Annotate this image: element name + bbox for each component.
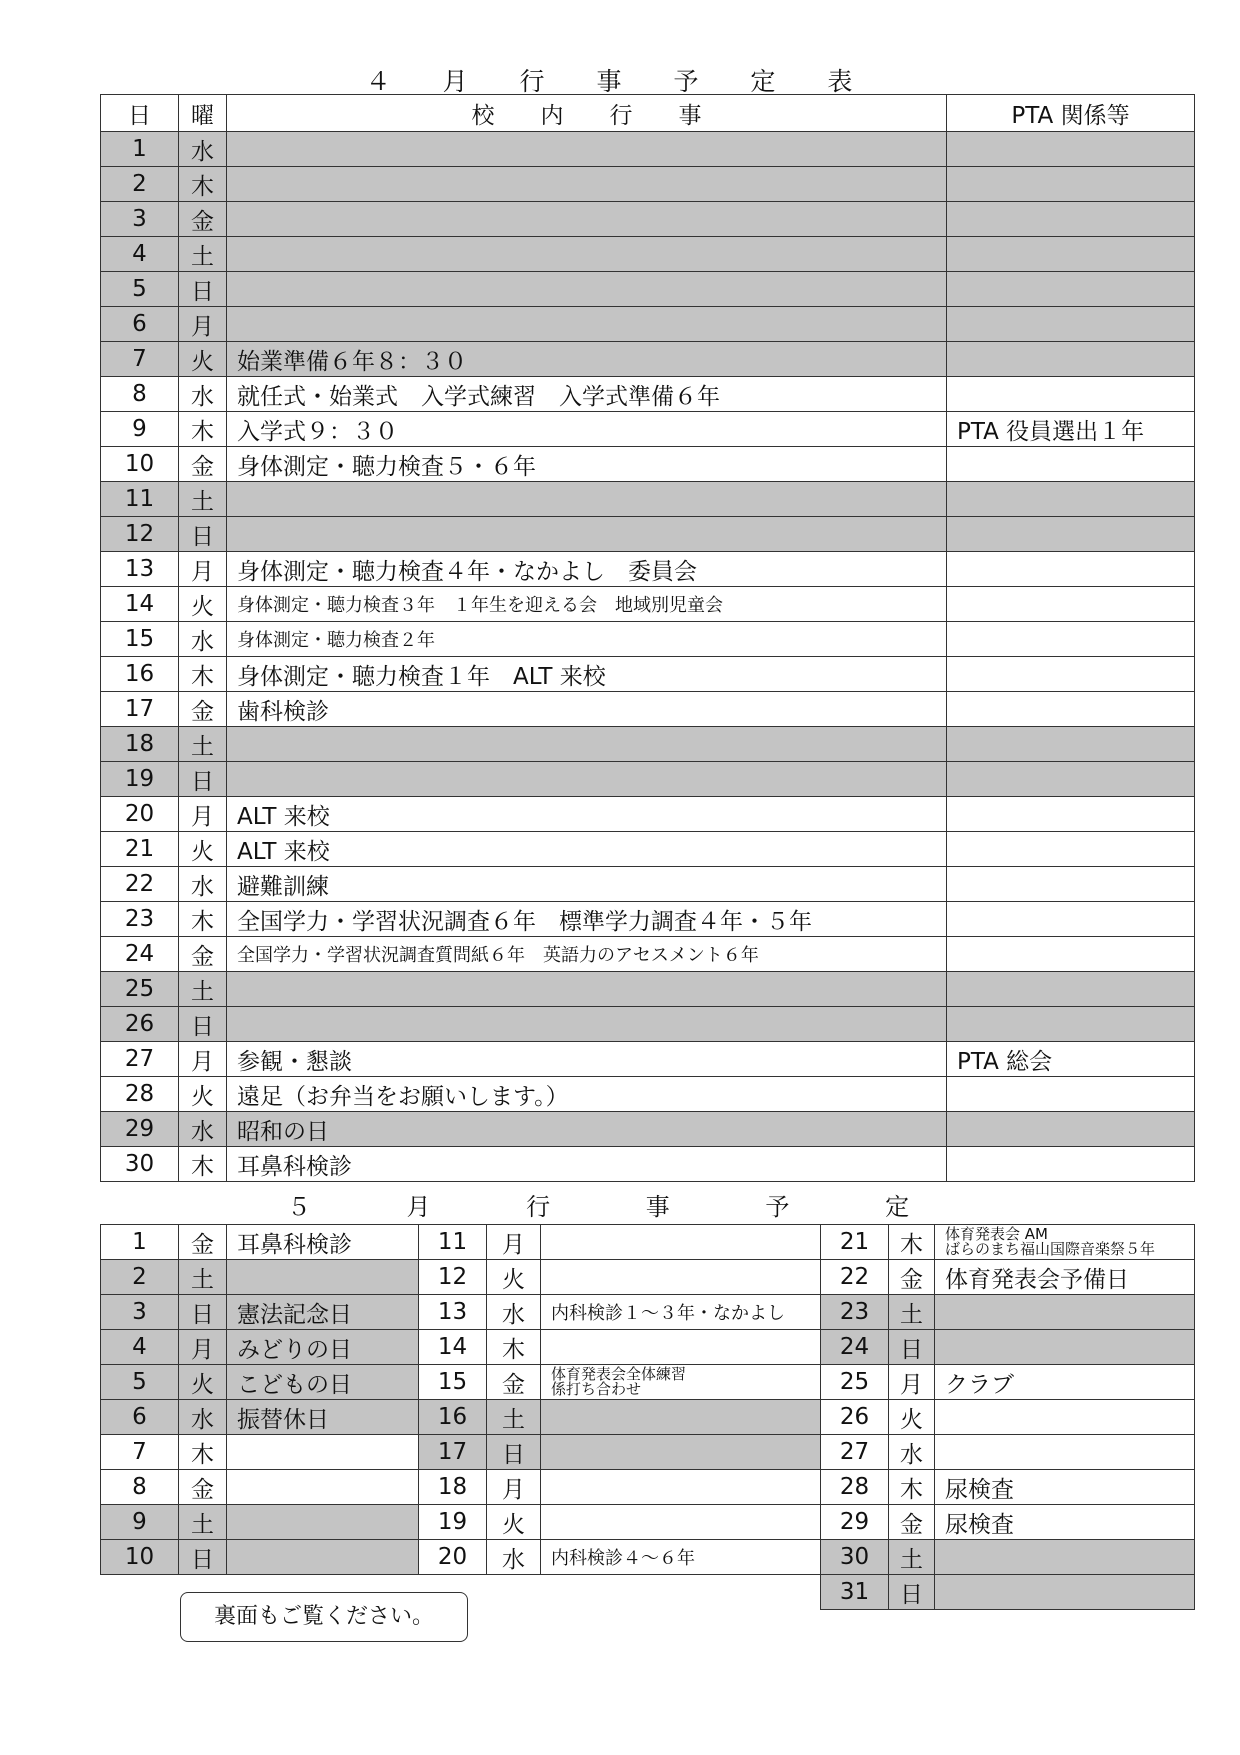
event-cell: 全国学力・学習状況調査質問紙６年 英語力のアセスメント６年 <box>227 937 947 972</box>
weekday-cell: 月 <box>179 1042 227 1077</box>
may-event-cell <box>935 1295 1195 1330</box>
may-weekday-cell: 月 <box>179 1330 227 1365</box>
pta-cell <box>947 342 1195 377</box>
weekday-cell: 木 <box>179 412 227 447</box>
may-day-cell: 22 <box>821 1260 889 1295</box>
pta-cell <box>947 1112 1195 1147</box>
weekday-cell: 金 <box>179 692 227 727</box>
day-cell: 21 <box>101 832 179 867</box>
weekday-cell: 金 <box>179 447 227 482</box>
header-day: 日 <box>101 95 179 132</box>
may-event-cell: 体育発表会予備日 <box>935 1260 1195 1295</box>
weekday-cell: 日 <box>179 1007 227 1042</box>
may-day-cell: 16 <box>419 1400 487 1435</box>
pta-cell <box>947 1007 1195 1042</box>
may-weekday-cell: 木 <box>487 1330 541 1365</box>
may-weekday-cell: 土 <box>487 1400 541 1435</box>
may-day-cell: 24 <box>821 1330 889 1365</box>
april-schedule-table <box>100 94 1195 1182</box>
may-event-cell: 尿検査 <box>935 1470 1195 1505</box>
pta-cell: PTA 総会 <box>947 1042 1195 1077</box>
may-weekday-cell: 火 <box>889 1400 935 1435</box>
weekday-cell: 水 <box>179 622 227 657</box>
day-cell: 4 <box>101 237 179 272</box>
table-row <box>101 832 1195 867</box>
may-event-cell: 尿検査 <box>935 1505 1195 1540</box>
may-event-cell <box>227 1505 419 1540</box>
may-event-cell: クラブ <box>935 1365 1195 1400</box>
day-cell: 19 <box>101 762 179 797</box>
event-cell <box>227 272 947 307</box>
weekday-cell: 水 <box>179 867 227 902</box>
day-cell: 30 <box>101 1147 179 1182</box>
day-cell: 18 <box>101 727 179 762</box>
table-row <box>101 1147 1195 1182</box>
pta-cell: PTA 役員選出１年 <box>947 412 1195 447</box>
may-event-cell: 内科検診１～３年・なかよし <box>541 1295 821 1330</box>
may-weekday-cell: 木 <box>179 1435 227 1470</box>
day-cell: 7 <box>101 342 179 377</box>
table-row <box>101 1505 1195 1540</box>
weekday-cell: 月 <box>179 797 227 832</box>
day-cell: 24 <box>101 937 179 972</box>
day-cell: 26 <box>101 1007 179 1042</box>
pta-cell <box>947 902 1195 937</box>
day-cell: 8 <box>101 377 179 412</box>
may-day-cell: 11 <box>419 1225 487 1260</box>
table-row <box>101 1260 1195 1295</box>
event-cell: 遠足（お弁当をお願いします。） <box>227 1077 947 1112</box>
event-cell <box>227 132 947 167</box>
may-day-cell: 8 <box>101 1470 179 1505</box>
may-weekday-cell: 月 <box>487 1225 541 1260</box>
may-weekday-cell: 日 <box>889 1330 935 1365</box>
event-cell: 身体測定・聴力検査２年 <box>227 622 947 657</box>
pta-cell <box>947 972 1195 1007</box>
day-cell: 13 <box>101 552 179 587</box>
may-event-cell <box>935 1400 1195 1435</box>
empty-cell <box>419 1575 821 1610</box>
pta-cell <box>947 272 1195 307</box>
may-day-cell: 3 <box>101 1295 179 1330</box>
may-day-cell: 13 <box>419 1295 487 1330</box>
may-event-cell <box>227 1470 419 1505</box>
table-row <box>101 377 1195 412</box>
may-event-cell: みどりの日 <box>227 1330 419 1365</box>
pta-cell <box>947 727 1195 762</box>
weekday-cell: 月 <box>179 307 227 342</box>
event-cell <box>227 237 947 272</box>
may-weekday-cell: 日 <box>487 1435 541 1470</box>
header-events: 校 内 行 事 <box>227 95 947 132</box>
table-row <box>101 1295 1195 1330</box>
weekday-cell: 日 <box>179 272 227 307</box>
weekday-cell: 木 <box>179 657 227 692</box>
may-event-cell <box>541 1330 821 1365</box>
weekday-cell: 火 <box>179 587 227 622</box>
may-day-cell: 5 <box>101 1365 179 1400</box>
table-row <box>101 342 1195 377</box>
table-row <box>101 937 1195 972</box>
may-event-cell <box>541 1225 821 1260</box>
may-day-cell: 26 <box>821 1400 889 1435</box>
table-row <box>101 797 1195 832</box>
weekday-cell: 土 <box>179 972 227 1007</box>
pta-cell <box>947 692 1195 727</box>
table-row <box>101 1007 1195 1042</box>
day-cell: 23 <box>101 902 179 937</box>
may-day-cell: 27 <box>821 1435 889 1470</box>
table-row <box>101 1540 1195 1575</box>
day-cell: 11 <box>101 482 179 517</box>
pta-cell <box>947 622 1195 657</box>
may-event-cell: 振替休日 <box>227 1400 419 1435</box>
weekday-cell: 水 <box>179 377 227 412</box>
pta-cell <box>947 237 1195 272</box>
may-event-cell <box>935 1540 1195 1575</box>
event-cell <box>227 482 947 517</box>
pta-cell <box>947 587 1195 622</box>
event-cell <box>227 517 947 552</box>
pta-cell <box>947 132 1195 167</box>
day-cell: 10 <box>101 447 179 482</box>
event-cell: 参観・懇談 <box>227 1042 947 1077</box>
may-weekday-cell: 土 <box>179 1505 227 1540</box>
may-day-cell: 4 <box>101 1330 179 1365</box>
table-row <box>101 867 1195 902</box>
event-cell <box>227 1007 947 1042</box>
pta-cell <box>947 937 1195 972</box>
may-event-cell <box>541 1505 821 1540</box>
weekday-cell: 金 <box>179 937 227 972</box>
may-event-cell <box>541 1400 821 1435</box>
may-day-cell: 28 <box>821 1470 889 1505</box>
may-event-cell <box>227 1540 419 1575</box>
event-cell: 全国学力・学習状況調査６年 標準学力調査４年・５年 <box>227 902 947 937</box>
may-event-cell: 体育発表会全体練習 係打ち合わせ <box>541 1365 821 1400</box>
day-cell: 17 <box>101 692 179 727</box>
may-event-cell <box>935 1575 1195 1610</box>
table-row <box>101 1400 1195 1435</box>
pta-cell <box>947 867 1195 902</box>
table-row <box>101 272 1195 307</box>
may-weekday-cell: 土 <box>889 1295 935 1330</box>
pta-cell <box>947 482 1195 517</box>
weekday-cell: 土 <box>179 727 227 762</box>
may-event-cell <box>541 1470 821 1505</box>
may-weekday-cell: 金 <box>889 1260 935 1295</box>
table-row <box>101 1225 1195 1260</box>
event-cell: 身体測定・聴力検査１年 ALT 来校 <box>227 657 947 692</box>
day-cell: 28 <box>101 1077 179 1112</box>
may-event-cell <box>541 1260 821 1295</box>
day-cell: 15 <box>101 622 179 657</box>
event-cell: 身体測定・聴力検査４年・なかよし 委員会 <box>227 552 947 587</box>
event-cell: ALT 来校 <box>227 832 947 867</box>
may-weekday-cell: 日 <box>889 1575 935 1610</box>
may-weekday-cell: 金 <box>889 1505 935 1540</box>
event-cell <box>227 762 947 797</box>
may-event-cell: こどもの日 <box>227 1365 419 1400</box>
table-row <box>101 1112 1195 1147</box>
may-day-cell: 21 <box>821 1225 889 1260</box>
may-event-cell: 内科検診４～６年 <box>541 1540 821 1575</box>
may-event-cell <box>935 1330 1195 1365</box>
pta-cell <box>947 657 1195 692</box>
may-day-cell: 1 <box>101 1225 179 1260</box>
may-event-cell <box>935 1435 1195 1470</box>
weekday-cell: 日 <box>179 517 227 552</box>
pta-cell <box>947 307 1195 342</box>
may-event-cell <box>227 1260 419 1295</box>
weekday-cell: 木 <box>179 902 227 937</box>
event-cell: 身体測定・聴力検査３年 １年生を迎える会 地域別児童会 <box>227 587 947 622</box>
table-row <box>101 972 1195 1007</box>
pta-cell <box>947 202 1195 237</box>
may-weekday-cell: 火 <box>179 1365 227 1400</box>
event-cell: 耳鼻科検診 <box>227 1147 947 1182</box>
table-row <box>101 482 1195 517</box>
pta-cell <box>947 797 1195 832</box>
event-cell <box>227 972 947 1007</box>
table-row <box>101 132 1195 167</box>
may-weekday-cell: 火 <box>487 1505 541 1540</box>
table-row <box>101 1435 1195 1470</box>
may-day-cell: 20 <box>419 1540 487 1575</box>
may-day-cell: 29 <box>821 1505 889 1540</box>
table-row <box>101 447 1195 482</box>
may-weekday-cell: 金 <box>179 1225 227 1260</box>
may-weekday-cell: 日 <box>179 1540 227 1575</box>
weekday-cell: 火 <box>179 1077 227 1112</box>
may-weekday-cell: 土 <box>179 1260 227 1295</box>
table-row <box>101 307 1195 342</box>
may-event-cell: 体育発表会 AM ばらのまち福山国際音楽祭５年 <box>935 1225 1195 1260</box>
pta-cell <box>947 762 1195 797</box>
day-cell: 20 <box>101 797 179 832</box>
day-cell: 5 <box>101 272 179 307</box>
table-row <box>101 692 1195 727</box>
table-row <box>101 622 1195 657</box>
pta-cell <box>947 377 1195 412</box>
may-weekday-cell: 水 <box>487 1295 541 1330</box>
may-weekday-cell: 木 <box>889 1225 935 1260</box>
may-weekday-cell: 水 <box>179 1400 227 1435</box>
table-row <box>101 1042 1195 1077</box>
day-cell: 9 <box>101 412 179 447</box>
may-day-cell: 18 <box>419 1470 487 1505</box>
weekday-cell: 木 <box>179 167 227 202</box>
event-cell <box>227 167 947 202</box>
pta-cell <box>947 167 1195 202</box>
event-cell: 避難訓練 <box>227 867 947 902</box>
weekday-cell: 土 <box>179 482 227 517</box>
may-day-cell: 31 <box>821 1575 889 1610</box>
may-day-cell: 9 <box>101 1505 179 1540</box>
event-cell: 身体測定・聴力検査５・６年 <box>227 447 947 482</box>
may-weekday-cell: 木 <box>889 1470 935 1505</box>
may-day-cell: 25 <box>821 1365 889 1400</box>
weekday-cell: 木 <box>179 1147 227 1182</box>
see-reverse-note: 裏面もご覧ください。 <box>180 1592 468 1642</box>
may-day-cell: 19 <box>419 1505 487 1540</box>
pta-cell <box>947 447 1195 482</box>
table-row <box>101 762 1195 797</box>
may-title: ５ 月 行 事 予 定 <box>286 1193 954 1221</box>
may-day-cell: 30 <box>821 1540 889 1575</box>
may-event-cell <box>541 1435 821 1470</box>
day-cell: 29 <box>101 1112 179 1147</box>
may-weekday-cell: 金 <box>487 1365 541 1400</box>
table-row <box>101 1330 1195 1365</box>
table-row <box>101 552 1195 587</box>
pta-cell <box>947 1077 1195 1112</box>
table-row <box>101 167 1195 202</box>
pta-cell <box>947 1147 1195 1182</box>
weekday-cell: 水 <box>179 1112 227 1147</box>
table-row <box>101 657 1195 692</box>
weekday-cell: 日 <box>179 762 227 797</box>
may-weekday-cell: 金 <box>179 1470 227 1505</box>
page-title: ４ 月 行 事 予 定 表 <box>365 67 875 96</box>
may-day-cell: 15 <box>419 1365 487 1400</box>
may-day-cell: 12 <box>419 1260 487 1295</box>
header-weekday: 曜 <box>179 95 227 132</box>
day-cell: 14 <box>101 587 179 622</box>
table-row <box>101 1077 1195 1112</box>
event-cell: 入学式９：３０ <box>227 412 947 447</box>
weekday-cell: 水 <box>179 132 227 167</box>
day-cell: 2 <box>101 167 179 202</box>
weekday-cell: 金 <box>179 202 227 237</box>
day-cell: 3 <box>101 202 179 237</box>
day-cell: 1 <box>101 132 179 167</box>
day-cell: 12 <box>101 517 179 552</box>
event-cell: ALT 来校 <box>227 797 947 832</box>
event-cell: 就任式・始業式 入学式練習 入学式準備６年 <box>227 377 947 412</box>
event-cell: 始業準備６年８：３０ <box>227 342 947 377</box>
table-row <box>101 587 1195 622</box>
table-row <box>101 517 1195 552</box>
may-weekday-cell: 日 <box>179 1295 227 1330</box>
may-weekday-cell: 月 <box>487 1470 541 1505</box>
table-row <box>101 237 1195 272</box>
table-row <box>101 1365 1195 1400</box>
may-event-cell: 憲法記念日 <box>227 1295 419 1330</box>
day-cell: 22 <box>101 867 179 902</box>
may-weekday-cell: 月 <box>889 1365 935 1400</box>
may-day-cell: 23 <box>821 1295 889 1330</box>
may-event-cell: 耳鼻科検診 <box>227 1225 419 1260</box>
weekday-cell: 火 <box>179 832 227 867</box>
may-weekday-cell: 水 <box>889 1435 935 1470</box>
may-weekday-cell: 水 <box>487 1540 541 1575</box>
may-day-cell: 14 <box>419 1330 487 1365</box>
event-cell: 歯科検診 <box>227 692 947 727</box>
may-event-cell <box>227 1435 419 1470</box>
may-day-cell: 7 <box>101 1435 179 1470</box>
may-day-cell: 10 <box>101 1540 179 1575</box>
april-header-row <box>101 95 1195 132</box>
table-row <box>101 202 1195 237</box>
pta-cell <box>947 517 1195 552</box>
table-row <box>101 727 1195 762</box>
may-day-cell: 6 <box>101 1400 179 1435</box>
day-cell: 16 <box>101 657 179 692</box>
may-schedule-table <box>100 1224 1195 1610</box>
day-cell: 27 <box>101 1042 179 1077</box>
event-cell <box>227 307 947 342</box>
may-day-cell: 17 <box>419 1435 487 1470</box>
weekday-cell: 土 <box>179 237 227 272</box>
day-cell: 6 <box>101 307 179 342</box>
day-cell: 25 <box>101 972 179 1007</box>
event-cell <box>227 202 947 237</box>
may-weekday-cell: 火 <box>487 1260 541 1295</box>
may-weekday-cell: 土 <box>889 1540 935 1575</box>
table-row <box>101 412 1195 447</box>
weekday-cell: 月 <box>179 552 227 587</box>
pta-cell <box>947 552 1195 587</box>
pta-cell <box>947 832 1195 867</box>
event-cell <box>227 727 947 762</box>
table-row <box>101 1470 1195 1505</box>
may-day-cell: 2 <box>101 1260 179 1295</box>
weekday-cell: 火 <box>179 342 227 377</box>
event-cell: 昭和の日 <box>227 1112 947 1147</box>
table-row <box>101 902 1195 937</box>
header-pta: PTA 関係等 <box>947 95 1195 132</box>
